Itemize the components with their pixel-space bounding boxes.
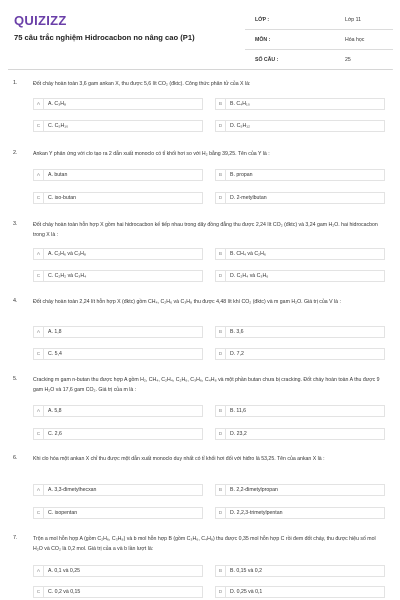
option-letter: B [216,566,226,576]
page-title: 75 câu trắc nghiệm Hidrocacbon no nâng cao (P1) [14,33,195,42]
meta-label: SỐ CÂU : [255,56,279,63]
question-number: 2. [13,150,18,156]
option-letter: D [216,121,226,131]
option-letter: D [216,508,226,518]
option-d[interactable] [215,270,385,282]
option-text: C. C₅H₁₀ [48,123,69,129]
option-letter: B [216,99,226,109]
option-letter: D [216,193,226,203]
option-text: B. C₄H₁₀ [230,101,250,107]
meta-value: 25 [345,56,351,63]
option-text: B. CH₄ và C₂H₆ [230,251,266,257]
question-text: Ankan Y phản ứng với clo tạo ra 2 dẫn xuất monoclo có tỉ khối hơi so với H₂ bằng 39,25. Tên của Y là : [33,151,270,157]
option-text: D. C₅H₁₂ [230,123,250,129]
option-letter: A [34,249,44,259]
option-text: D. 2-metylbutan [230,195,267,201]
option-letter: C [34,121,44,131]
option-b[interactable] [215,326,385,338]
option-b[interactable] [215,405,385,417]
option-text: C. 2,6 [48,431,62,437]
question-text: Đốt cháy hoàn toàn 2,24 lít hỗn hợp X (đktc) gồm CH₄, C₂H₆ và C₃H₈ thu được 4,48 lít khí CO₂ (đktc) và m gam H₂O. Giá trị của V là : [33,299,341,305]
option-letter: C [34,193,44,203]
option-text: C. 0,2 và 0,15 [48,589,81,595]
option-letter: A [34,485,44,495]
option-d[interactable] [215,428,385,440]
option-letter: D [216,349,226,359]
option-text: A. 3,3-đimetylhecxan [48,487,97,493]
option-d[interactable] [215,192,385,204]
option-c[interactable] [33,586,203,598]
option-a[interactable] [33,405,203,417]
option-b[interactable] [215,565,385,577]
option-d[interactable] [215,348,385,360]
option-letter: A [34,170,44,180]
option-text: D. 7,2 [230,351,244,357]
option-letter: A [34,406,44,416]
question-text: Trộn a mol hỗn hợp A (gồm C₂H₆, C₃H₈) và b mol hỗn hợp B (gồm C₃H₆, C₄H₈) thu được 0,35 mol hỗn hợp C rồi đem đốt cháy, thu được hiệu số mol H₂O và CO₂ là 0,2 mol. Giá trị của a và b lần lượt là: [33,536,376,552]
option-text: A. butan [48,172,68,178]
option-b[interactable] [215,169,385,181]
option-c[interactable] [33,507,203,519]
option-c[interactable] [33,192,203,204]
question-number: 1. [13,80,18,86]
option-letter: B [216,406,226,416]
option-letter: D [216,587,226,597]
option-a[interactable] [33,98,203,110]
question-text: Khi clo hóa một ankan X chỉ thu được một dẫn xuất monoclo duy nhất có tỉ khối hơi đối với hiđro là 53,25. Tên của ankan X là : [33,456,325,462]
option-text: C. iso-butan [48,195,76,201]
option-a[interactable] [33,565,203,577]
option-letter: C [34,429,44,439]
option-text: C. 5,4 [48,351,62,357]
option-a[interactable] [33,326,203,338]
option-c[interactable] [33,348,203,360]
meta-value: Hóa học [345,36,365,43]
option-a[interactable] [33,248,203,260]
meta-row-subject [245,30,393,50]
option-letter: A [34,566,44,576]
option-letter: B [216,170,226,180]
question-text: Cracking m gam n-butan thu được hợp A gồm H₂, CH₄, C₂H₄, C₂H₆, C₃H₆, C₄H₈ và một phần butan chưa bị cracking. Đốt cháy hoàn toàn A thu được 9 gam H₂O và 17,6 gam CO₂. Giá trị của m là : [33,377,380,393]
option-c[interactable] [33,428,203,440]
header-divider [8,69,392,70]
option-letter: C [34,271,44,281]
option-d[interactable] [215,120,385,132]
option-c[interactable] [33,120,203,132]
option-letter: C [34,349,44,359]
question-number: 3. [13,221,18,227]
question-text: Đốt cháy hoàn toàn hỗn hợp X gồm hai hidrocacbon kế tiếp nhau trong dãy đồng đẳng thu được 2,24 lít CO₂ (đktc) và 3,24 gam H₂O. hai hidrocacbon trong X là : [33,222,378,238]
option-letter: B [216,327,226,337]
option-d[interactable] [215,586,385,598]
option-c[interactable] [33,270,203,282]
question-number: 5. [13,376,18,382]
option-letter: A [34,99,44,109]
meta-row-count [245,50,393,70]
option-b[interactable] [215,484,385,496]
meta-table [245,10,393,70]
option-text: B. 11,6 [230,408,247,414]
option-a[interactable] [33,484,203,496]
option-text: D. 0,25 và 0,1 [230,589,263,595]
option-letter: D [216,429,226,439]
option-a[interactable] [33,169,203,181]
option-text: B. 0,15 và 0,2 [230,568,263,574]
option-text: D. 2,2,3-trimetylpentan [230,510,283,516]
option-text: A. 0,1 và 0,25 [48,568,81,574]
question-text: Đốt cháy hoàn toàn 3,6 gam ankan X, thu được 5,6 lít CO₂ (đktc). Công thức phân tử của X là: [33,81,251,87]
quizizz-logo: QUIZIZZ [14,13,67,28]
option-letter: B [216,249,226,259]
option-text: A. 1,8 [48,329,62,335]
option-text: D. C₂H₄ và C₃H₆ [230,273,269,279]
question-number: 4. [13,298,18,304]
option-text: A. 5,8 [48,408,62,414]
option-text: D. 23,2 [230,431,247,437]
option-text: B. 2,2-đimetylpropan [230,487,278,493]
option-text: A. C₂H₆ và C₃H₈ [48,251,87,257]
option-text: C. isopentan [48,510,78,516]
question-number: 7. [13,535,18,541]
option-b[interactable] [215,248,385,260]
option-letter: C [34,508,44,518]
option-text: B. 3,6 [230,329,244,335]
option-letter: C [34,587,44,597]
meta-row-class [245,10,393,30]
option-letter: A [34,327,44,337]
meta-value: Lớp 11 [345,16,361,23]
option-d[interactable] [215,507,385,519]
option-b[interactable] [215,98,385,110]
option-letter: D [216,271,226,281]
option-text: A. C₃H₈ [48,101,67,107]
meta-label: LỚP : [255,16,270,23]
question-number: 6. [13,455,18,461]
meta-label: MÔN : [255,36,271,43]
option-text: C. C₂H₂ và C₃H₄ [48,273,87,279]
option-text: B. propan [230,172,253,178]
option-letter: B [216,485,226,495]
